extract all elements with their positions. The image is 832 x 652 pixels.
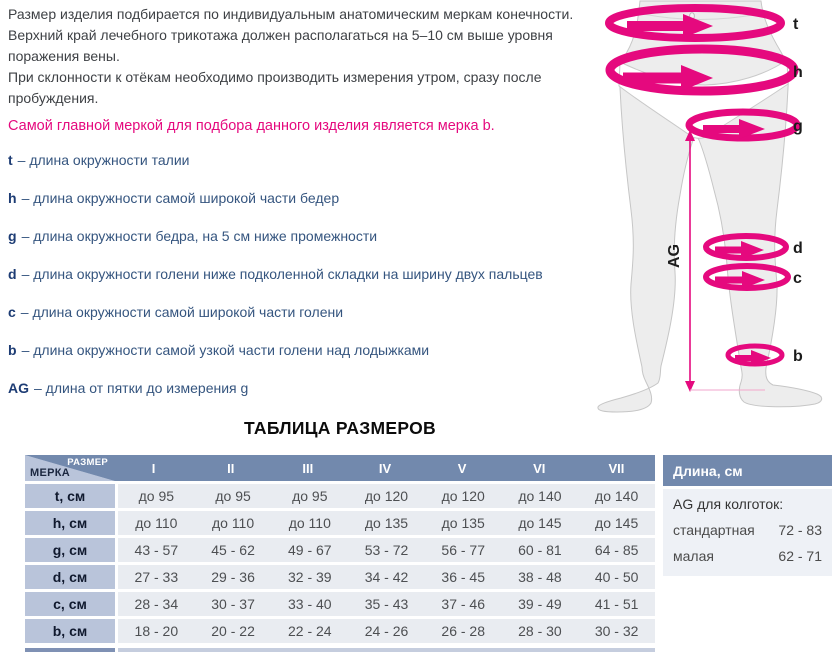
row-label-g: g, см	[25, 538, 115, 562]
measure-text-t: – длина окружности талии	[17, 152, 190, 168]
cell: 28 - 30	[518, 623, 562, 639]
row-label-c: c, см	[25, 592, 115, 616]
cell: 37 - 46	[441, 596, 485, 612]
cell: до 120	[441, 488, 485, 504]
col-header-1: I	[151, 460, 156, 476]
row-values-t	[118, 484, 655, 508]
length-row-standard	[673, 522, 822, 538]
cell: до 145	[518, 515, 562, 531]
measure-text-ag: – длина от пятки до измерения g	[34, 380, 249, 396]
cell: до 110	[211, 515, 255, 531]
cell: 41 - 51	[594, 596, 639, 612]
bottom-border-label-segment	[25, 648, 115, 652]
row-values-b	[118, 619, 655, 643]
table-row	[25, 484, 655, 508]
measure-def-b	[8, 340, 628, 378]
figure-label-d: d	[793, 240, 803, 257]
row-values-c	[118, 592, 655, 616]
cell: 45 - 62	[211, 542, 255, 558]
intro-paragraph-1: Размер изделия подбирается по индивидуальным анатомическим меркам конечности. Верхний край лечебного трикотажа должен располагаться на 5–10 см выше уровня поражения вены.	[8, 6, 574, 64]
cell: 43 - 57	[134, 542, 179, 558]
cell: до 95	[292, 488, 328, 504]
cell: 32 - 39	[287, 569, 332, 585]
size-table-corner-cell	[25, 455, 115, 481]
row-values-h	[118, 511, 655, 535]
length-small-value: 62 - 71	[778, 548, 822, 564]
measure-def-g	[8, 226, 628, 264]
measure-letter-t: t	[8, 152, 13, 168]
length-panel	[663, 455, 832, 576]
size-table	[25, 455, 655, 643]
length-panel-body	[663, 489, 832, 576]
cell: 27 - 33	[134, 569, 179, 585]
col-header-3: III	[302, 460, 314, 476]
measure-def-h	[8, 188, 628, 226]
measure-def-d	[8, 264, 628, 302]
measure-def-ag	[8, 378, 628, 416]
col-header-5: V	[457, 460, 467, 476]
col-header-2: II	[227, 460, 235, 476]
cell: до 120	[364, 488, 409, 504]
cell: 28 - 34	[134, 596, 179, 612]
cell: до 140	[518, 488, 562, 504]
row-label-h: h, см	[25, 511, 115, 535]
length-row-small	[673, 548, 822, 564]
length-standard-value: 72 - 83	[778, 522, 822, 538]
cell: 26 - 28	[441, 623, 485, 639]
figure-label-b: b	[793, 348, 803, 365]
measure-text-d: – длина окружности голени ниже подколенной складки на ширину двух пальцев	[21, 266, 543, 282]
cell: 53 - 72	[364, 542, 409, 558]
cell: 36 - 45	[441, 569, 485, 585]
cell: до 140	[595, 488, 639, 504]
cell: 38 - 48	[518, 569, 562, 585]
bottom-border-data-segment	[118, 648, 655, 652]
table-row	[25, 565, 655, 589]
figure-label-c: c	[793, 270, 802, 287]
table-row	[25, 619, 655, 643]
cell: до 135	[364, 515, 409, 531]
length-small-label: малая	[673, 548, 714, 564]
measure-definitions	[8, 150, 628, 416]
col-header-4: IV	[378, 460, 392, 476]
measure-text-h: – длина окружности самой широкой части бедер	[21, 190, 340, 206]
measure-letter-g: g	[8, 228, 17, 244]
cell: 39 - 49	[518, 596, 562, 612]
figure-label-t: t	[793, 16, 799, 33]
size-table-header	[25, 455, 655, 481]
cell: 35 - 43	[364, 596, 409, 612]
row-values-d	[118, 565, 655, 589]
ag-label: AG	[666, 244, 683, 268]
col-header-7: VII	[608, 460, 625, 476]
length-standard-label: стандартная	[673, 522, 755, 538]
row-label-t: t, см	[25, 484, 115, 508]
length-panel-header: Длина, см	[663, 455, 832, 486]
table-row	[25, 592, 655, 616]
cell: до 145	[595, 515, 639, 531]
length-panel-subtitle: AG для колготок:	[673, 496, 784, 512]
cell: 20 - 22	[211, 623, 255, 639]
cell: 29 - 36	[211, 569, 255, 585]
cell: 30 - 32	[594, 623, 639, 639]
measure-def-c	[8, 302, 628, 340]
cell: 49 - 67	[287, 542, 332, 558]
key-measure-note: Самой главной меркой для подбора данного изделия является мерка b.	[8, 118, 495, 134]
cell: 64 - 85	[594, 542, 639, 558]
measure-letter-h: h	[8, 190, 17, 206]
measure-letter-c: c	[8, 304, 16, 320]
corner-measure-label: МЕРКА	[30, 467, 70, 479]
table-row	[25, 511, 655, 535]
col-header-6: VI	[533, 460, 546, 476]
measure-letter-d: d	[8, 266, 17, 282]
row-label-d: d, см	[25, 565, 115, 589]
corner-size-label: РАЗМЕР	[67, 457, 108, 468]
table-row	[25, 538, 655, 562]
cell: до 110	[135, 515, 178, 531]
measure-text-b: – длина окружности самой узкой части голени над лодыжками	[21, 342, 430, 358]
cell: 56 - 77	[441, 542, 485, 558]
cell: до 110	[288, 515, 331, 531]
row-label-b: b, см	[25, 619, 115, 643]
measure-text-c: – длина окружности самой широкой части голени	[20, 304, 344, 320]
cell: до 135	[441, 515, 485, 531]
measure-def-t	[8, 150, 628, 188]
cell: 30 - 37	[211, 596, 255, 612]
cell: 60 - 81	[518, 542, 562, 558]
row-values-g	[118, 538, 655, 562]
intro-paragraph-2: При склонности к отёкам необходимо производить измерения утром, сразу после пробуждения.	[8, 69, 542, 106]
cell: до 95	[138, 488, 175, 504]
cell: 33 - 40	[287, 596, 332, 612]
measure-letter-ag: AG	[8, 380, 29, 396]
figure-label-h: h	[793, 64, 803, 81]
cell: 40 - 50	[594, 569, 639, 585]
cell: 34 - 42	[364, 569, 409, 585]
measure-letter-b: b	[8, 342, 17, 358]
cell: 22 - 24	[287, 623, 332, 639]
size-table-title: ТАБЛИЦА РАЗМЕРОВ	[244, 418, 436, 438]
cell: 24 - 26	[364, 623, 409, 639]
table-bottom-border	[25, 648, 655, 652]
legs-measurement-diagram	[595, 0, 832, 420]
figure-label-g: g	[793, 118, 803, 135]
measure-text-g: – длина окружности бедра, на 5 см ниже промежности	[21, 228, 378, 244]
cell: до 95	[215, 488, 251, 504]
cell: 18 - 20	[134, 623, 179, 639]
